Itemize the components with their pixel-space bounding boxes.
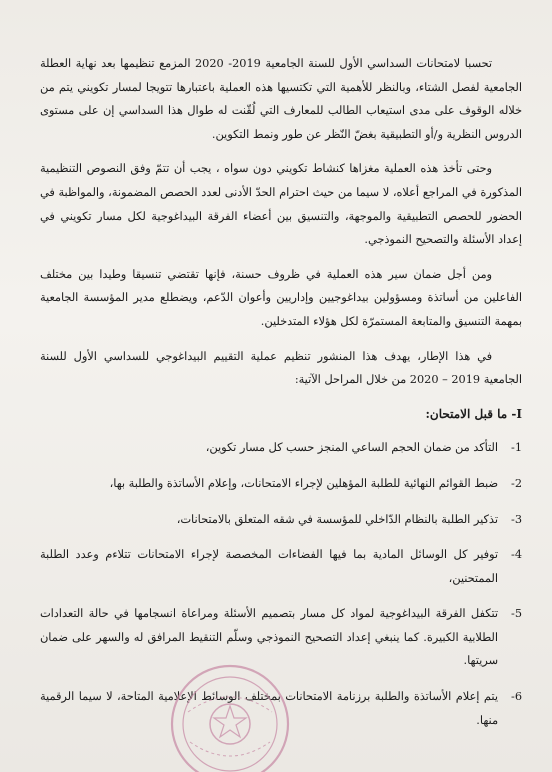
- list-item-text: تتكفل الفرقة البيداغوجية لمواد كل مسار بتصميم الأسئلة ومراعاة انسجامها في حالة التعدادات الطلابية الكبيرة. كما ينبغي إعداد التصحيح النموذجي وسلّم التنقيط المرافق له والسهر على ضمان سريتها.: [40, 607, 498, 668]
- list-item-text: ضبط القوائم النهائية للطلبة المؤهلين لإجراء الامتحانات، وإعلام الأساتذة والطلبة بها،: [109, 476, 498, 490]
- list-item-number: 3-: [510, 512, 522, 526]
- coordination-paragraph: ومن أجل ضمان سير هذه العملية في ظروف حسنة، فإنها تقتضي تنسيقا وطيدا بين مختلف الفاعلين من أساتذة ومسؤولين بيداغوجيين وإداريين وأعوان الدّعم، ويضطلع مدير المؤسسة الجامعية بمهمة التنسيق والمتابعة المستمرّة لكل هؤلاء المتدخلين.: [40, 267, 522, 328]
- list-item-number: 4-: [510, 548, 522, 562]
- regulations-paragraph: وحتى تأخذ هذه العملية مغزاها كنشاط تكويني دون سواه ، يجب أن تتمّ وفق النصوص التنظيمية المذكورة في المراجع أعلاه، لا سيما من حيث احترام الحدّ الأدنى لعدد الحصص المضمونة، والمواظبة في الحضور للحصص التطبيقية والموجهة، والتنسيق بين أعضاء الفرقة البيداغوجية لكل مسار تكويني في إعداد الأسئلة والتصحيح النموذجي.: [40, 162, 522, 247]
- list-item-text: تذكير الطلبة بالنظام الدّاخلي للمؤسسة في شقه المتعلق بالامتحانات،: [176, 512, 498, 526]
- list-item-text: التأكد من ضمان الحجم الساعي المنجز حسب كل مسار تكوين،: [205, 441, 498, 455]
- list-item: [40, 543, 522, 590]
- list-item-text: يتم إعلام الأساتذة والطلبة برزنامة الامتحانات بمختلف الوسائط الإعلامية المتاحة، لا سيما الرقمية منها.: [40, 690, 498, 727]
- official-seal-stamp: [168, 662, 292, 772]
- list-item: [40, 436, 522, 460]
- list-item-number: 1-: [510, 441, 522, 455]
- intro-paragraph: تحسبا لامتحانات السداسي الأول للسنة الجامعية 2019- 2020 المزمع تنظيمها بعد نهاية العطلة الجامعية لفصل الشتاء، وبالنظر للأهمية التي تكتسيها هذه العملية باعتبارها تتويجا لمسار تكويني يتم من خلاله الوقوف على مدى استيعاب الطالب للمعارف التي لُقّنت له طوال هذا السداسي إن على مستوى الدروس النظرية و/أو التطبيقية بغضّ النّظر عن طور ونمط التكوين.: [40, 57, 522, 141]
- document-body: [40, 52, 522, 744]
- framework-paragraph: في هذا الإطار، يهدف هذا المنشور تنظيم عملية التقييم البيداغوجي للسداسي الأول للسنة الجامعية 2019 – 2020 من خلال المراحل الآتية:: [40, 349, 522, 387]
- list-item-number: 5-: [510, 607, 522, 621]
- list-item-number: 6-: [510, 690, 522, 704]
- section-heading: I- ما قبل الامتحان:: [425, 406, 522, 421]
- list-item: [40, 472, 522, 496]
- list-item-text: توفير كل الوسائل المادية بما فيها الفضاءات المخصصة لإجراء الامتحانات تتلاءم وعدد الطلبة الممتحنين،: [40, 548, 498, 585]
- list-item: [40, 508, 522, 532]
- list-item-number: 2-: [510, 476, 522, 490]
